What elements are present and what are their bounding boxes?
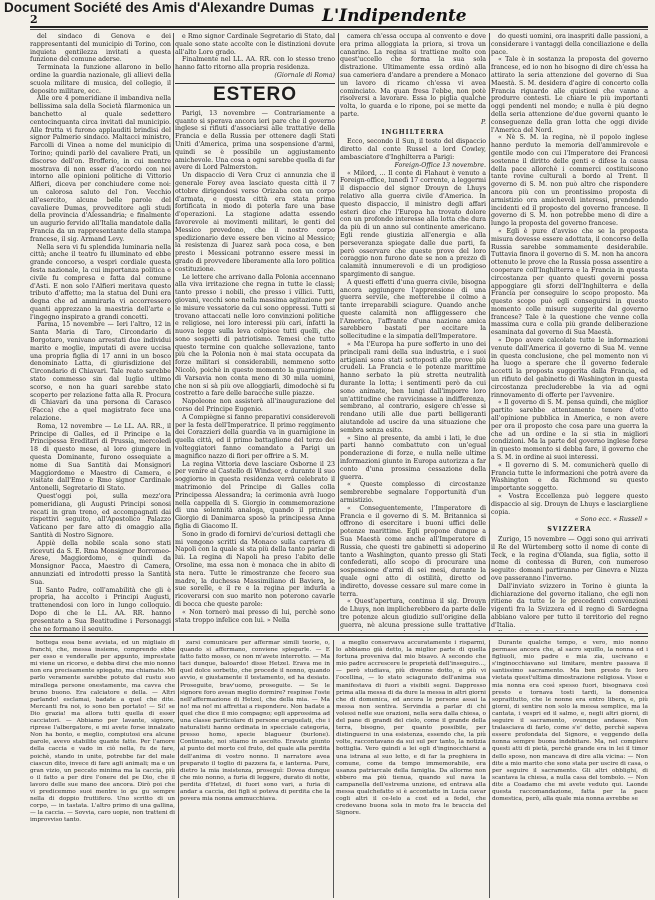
paragraph: A Compiègne si fanno preparativi considerevoli per la festa dell'Imperatrice. Il primo reggimento dei Corazzieri della guardia va in guarnigione in quella città, ed il primo battaglione del terzo dei volteggiatori fanno comandato a Parigi un magnifico nazzo di fiori per offrire a S. M. bbox=[175, 413, 335, 460]
dispatch-dateline: Foreign-Office 13 novembre. bbox=[394, 161, 486, 169]
paragraph: do questi uomini, ora inaspriti dalle passioni, a considerare i vantaggi della conciliazione e della pace. bbox=[491, 33, 648, 56]
news-item-parma: Parma, 15 novembre — Ieri l'altro, 12 in Santa Maria di Taro, Circondario di Borgotaro, venivano arrestati due individui marito e moglie, imputati di avere uccisa una propria figlia di 17 anni in un bosco denominato Latta, di giurisdizione del Circondario di Chiavari. Tale reato sarebbe stato commesso sin dal luglio ultimo scorso, e non ha guari sarebbe stato scoperto per relazione fatta alla R. Procura di Chiavari da una persona di Carasco (Facca) che a quel magistrato fece una relazione. bbox=[30, 321, 171, 423]
paragraph: « Queste complesso di circostanze sembrerebbe segnalare l'opportunità d'un armistizio. bbox=[340, 481, 486, 505]
feuilleton-column-1 bbox=[30, 640, 175, 898]
column-divider bbox=[338, 33, 339, 631]
paragraph: Le lettere che arrivano dalla Polonia accennano alla viva irritazione che regna in tutte le classi; tanto presso i nobili, che presso i villici. Tutti, giovani, vecchi sono nella massima agitazione per le misure vessatorie da cui sono oppressi. Tutti si trovano attaccati nelle loro convinzioni politiche e religiose, nei loro interessi più cari, infatti la nuova legge sulla leva colpisce tutti quelli, che sono sospetti di patriotismo. Temesi che tutto questo termine con qualche sollevazione, tanto più che la Polonia non è mai stata occupata da forze militari si considerabili, nemmeno sotto Nicolò, poichè in questo momento la guarnigione di Varsavia non conta meno di 30 mila uomini, che non si sà più ove alloggiarli, dimodochè si fu costretto a fare delle baracche sulle piazze. bbox=[175, 273, 335, 398]
paragraph: Quest'oggi poi, sulla mezz'ora pomeridiana, gli Augusti Principi sonosi recati in gran treno, ed accompagnati dai rispettivi seguito, all'Apostolico Palazzo Vaticano per fare atto di omaggio alla Santità di Nostro Signore. bbox=[30, 493, 171, 539]
paragraph: « Non tornerò mai presso di lui, perchè sono stata troppo infelice con lui. » Nella bbox=[175, 608, 335, 624]
column-3 bbox=[340, 33, 486, 631]
paragraph: « Nè S. M. la regina, nè il popolo inglese hanno perduto la memoria dell'ammirevole e gentile modo con cui l'Imperatore dei Francesi sostenne il diritto delle genti e difese la causa della pace allorchè i commerci costituiscono tante rovine culturali a bordo al Trent. Il governo di S. M. non può altro che rispondere ancora più con un prontissimo proposta di armistizio ora amichevoli interessi, prendendo incidenti ed il proposto del governo francese. Il governo di S. M. non potrebbe meno di dire a lungo la proposta del governo francese. bbox=[491, 134, 648, 228]
paragraph: Finalmente nel LL. AA. RR. con lo stesso treno hanno fatto ritorno alla propria residenza. bbox=[175, 56, 335, 72]
paragraph: « Il governo di S. M. pensa quindi, che miglior partito sarebbe attentamente tenere d'otto all'opinione pubblica in America, e non avere per ora il proposto che cosa pare una guerra la che ad un ordine e la si stia in migliori condizioni. Ma la parte del governo inglese forse in questo momento si debba fare, il governo che a S. M. in ordine ai suoi interessi. bbox=[491, 399, 648, 462]
paragraph: Ecco, secondo il Sun, il testo del dispaccio diretto dal conte Russel a lord Cowley, ambasciatore d'Inghilterra a Parigi: bbox=[340, 138, 486, 161]
news-item-parigi: Parigi, 13 novembre — Contrariamente a quanto si sperava ancora ieri pare che il governo inglese si rifiuti d'associarsi alle trattative della Francia e della Russia per ottenere dagli Stati Uniti d'America, prima una sospensione d'armi, quindi se è possibile un aggiustamento amichevole. Una cosa a ogni sarebbe quella di far avere di Lord Palmerston. bbox=[175, 109, 335, 172]
paragraph bbox=[491, 630, 648, 631]
section-heading-svizzera: SVIZZERA bbox=[547, 526, 592, 534]
feuilleton-column-3 bbox=[336, 640, 486, 898]
paragraph: Sono in grado di fornirvi de'curiosi dettagli che mi vengono scritti da Monaco sulla carriera di Napoli con la quale si sta più della tanto parlar di lui. La regina di Napoli ha preso l'abito delle Orsoline, ma essa non è monaca che in abito di sta nera. Tutte le rimostranze che fecero sua madre, la duchessa Massimiliano di Baviera, le sue sorelle, e il re e la regina per indurla a ricoverarsi con suo marito non poterono cavarle di bocca che queste parole: bbox=[175, 530, 335, 608]
paragraph: « Ma l'Europa ha pure sofferto in uno dei principali rami della sua industria, e i suoi artigiani sono stati sottoposti alle prove più crudeli. La Francia e le potenze marittime hanno serbato la più stretta neutralità durante la lotta; i sentimenti però da cui sono animate, ben lungi dall'imporre loro un'attitudine che ravvicinasse a indifferenza, sembrano, al contrario, esigere ch'esse si rendano utili alle due parti belligeranti aiutandole ad uscire da una situazione che sembra senza esito. bbox=[340, 341, 486, 434]
paragraph: « Conseguentemente, l'Imperatore di Francia e il governo di S. M. Britannica si offrono di esercitare i buoni uffici delle potenze marittime. Egli propone dunque a Sua Maestà come anche all'Imperatore di Russia, che questi tre gabinetti si adoperino tanto a Washington, quanto presso gli Stati confederati, allo scopo di procurare una sospensione d'armi di sei mesi, durante la quale ogni atto di ostilità, diretto od indiretto, dovesse cessare sul mare come in terra. bbox=[340, 504, 486, 598]
paragraph: La regina Vittoria deve lasciare Osborne il 23 per venire al Castello di Windsor, e durante il suo soggiorno in questa residenza verrà celebrato il matrimonio del Principe di Galles colla Principessa Alessandra; la cerimonia avrà luogo nella cappella di S. Giorgio in commemorazione di una solennità analoga, quando il principe Giorgio di Danimarca sposò la principessa Anna figlia di Giacomo II. bbox=[175, 460, 335, 531]
feuilleton-text: a meglio conservava accuratamente i risparmi, lo abbiamo già detto, la miglior parte di quella fortuna proveniva dal mio bisavo. A secondo che mio padre accrescere le proprietà dell'inseguiro..., — però studiava, più divenne dotto, e più vi l'ocellina, — lo stato sciagurato dell'anima sua manifestava di fuori a visibili segni. Dappresso prima alla messa di da dure la messa in altri giorni che di domenica, ed ancora le persone assai la messa non sentiva. Servindia a parlar di chi volessi nelle sue orazioni, nella sera dalla chiesa, o del pane di grandi del cielo, come il grande della terra, bisogno, per quanto possibile, per distinguersi in una esistenza, essendo che, la più volte, raccontavano da sui sul per tanto, la notizia bottiglia. Vero quindi a lei egli d'inginocchiarsi a una istrana al suo letto, e di far la preghiera in comune, come da tempo immemorabile, era usanza patriarcale della famiglia. Da allorme non ebbero ma più tienua, quando sul nava la campanella dell'estrema unzione, ed entrava alla messa qualchefatto si è accontatte in Lucia cavar cogli altri il ce-lelo a cost ed a fedel, che credevano buona sola in moto fra le braccia del Signore. bbox=[336, 640, 486, 817]
paragraph: « Vostra Eccellenza può leggere questo dispaccio al sig. Drouyn de Lhuys e lasciargliene copia. bbox=[491, 493, 648, 516]
column-divider bbox=[173, 33, 174, 631]
paragraph: Alle ore 4 pomeridiane il imbandiva nella bellissima sala della Società filarmonica un banchetto al quale sedettero centocinquanta circa invitati dal municipio. Alle frutta vi furono applauditi brindisi del signor Palmerio sindaco. Maltacci ministro, Farcolli di Vinea a nome del municipio di Torino; quindi parlò del cavaliere Prati, un discorso dell'on. Brofferio, in cui mentre mostrava di non esser d'accordo con noi intorno alle opinioni politiche di Vittorio Alfieri, diceva per conchiudere come noi: un calorosa saluto del l'on. Vecchio all'esercito, alcune belle parole del cavaliere Dumas, provveditore agli studi della provincia d'Alessandria; e finalmente un augurio fervido all'Italia mandatole dalla Francia da un rappresentante della stampa francese, il sig. Armand Levy. bbox=[30, 95, 171, 243]
feuilleton-column-4 bbox=[492, 640, 648, 898]
paragraph: Il Santo Padre, coll'amabilità che gli è propria, ha accolto i Principi Augusti, trattenendosi con loro in lungo colloquio. Dopo di che le LL. AA. RR. hanno presentato a Sua Beatitudine i Personaggi che ne formano il seguito. bbox=[30, 586, 171, 631]
section-heading-estero: ESTERO bbox=[175, 83, 335, 107]
feuilleton-text: Durante qualche tempo, e vero, mio nonno permase ancora che, al sacro squillo, la nonna ed i figliuoli, mio padre e mia zia, uscivano e s'inginocchiavano sul limitare, mentre passava il santissimo sacramento. Ma ben presto fu loro vietata quest'ultima dimostrazione religiosa. Visse e mia nonna era così spesso fuori, bisognava così presto e tornava tosti tardi, la domenica sopraittutto, che le nonne era entro libera, e, più giorni, di sentire non solo la messa semplice, ma la cantata, i vespri ed il salmo, e, negli altri giorni, di seguire il sacramento, ovunque andasse. Non tralasciava di farlo, come s'e' detto, perchè sapeva essere profondata del Signore, e veggendo della nonna sempre buona indebitare. Ma, nel compiere questi atti di pietà, perchè grande era in lei il timor dello sposo, non mancava di dire alla vicina: — Non dite a mio marito che sono stata per uscire di casa, o per seguire il sacramento. Gli altri obblighi, di scantava la chiesa, a nulla casa del tombolo. — Non dite a Coadamo che mi avete veduto qui. Laonde questa raccomandazione, fatta per la pace domestica, però, alla quale mia nonna avrebbe se bbox=[492, 640, 648, 803]
page-number: 2 bbox=[30, 13, 38, 26]
paragraph: e Rmo signor Cardinale Segretario di Stato, dal quale sono state accolte con le distinzioni dovute all'alto Loro grado. bbox=[175, 33, 335, 56]
column-4 bbox=[491, 33, 648, 631]
masthead-rule-thin bbox=[30, 29, 648, 30]
feuilleton-rule bbox=[30, 636, 648, 637]
column-2 bbox=[175, 33, 335, 631]
paragraph: « Milord, ... Il conte di Flahaut è venuto a Foreign-office, lunedì 17 corrente, a leggermi il dispaccio del signor Drouyn de Lhuys relativo alla guerra civile d'America. In questo dispaccio, il ministro degli affari esteri dice che l'Europa ha trovato dolore con un profondo interesse alla lotta che dura da più di un anno sul continente americano. Egli rende giustizia all'energia e alla perseveranza spiegate dalle due parti, fa però osservare che queste prove del loro coraggio non furono date se non a prezzo di calamità innumerevoli e di un prodigioso spargimento di sangue. bbox=[340, 169, 486, 278]
column-divider bbox=[178, 640, 179, 898]
paragraph: camera ch'essa occupa al convento e dove era prima alloggiata la priora, si trova un canarino. La regina si trattiene molto con quest'uccello che forma la sua sola distrazione. Ultimamente essa ordinò alla sua cameriera d'andare a prendere a Monaco un lavoro di ricamo ch'essa vi avea cominciato. Ma quan fresa l'ebbe, non potè risolversi a lavorare. Essa lo piglia qualche volta, lo guarda e lo ripone, poi se mette da parte. bbox=[340, 33, 486, 118]
feuilleton-text: zarsi comunicare per affermar simili teorie, o, quando si affermano, conviene spiegarle. — E fatto fatto mosso, ce non m'avete interrotto. — Ma taci dunque, baloardo! disse Hetzel. Erava me in quel dolce sorbetto, che procede il nonno, quando avvio, e giustamente il testamento, ed ha desiato. Proseguite, brav'uomo, proseguite. — Se le signore foro avean meglio dormire? respinse l'oste nell'affermazione di Hetzel, che della mia. — Ma no! ma no! mi affrettai a rispondere. Non badate a quel che dice il mio compagno; egli approssima ad una classe particolare di persone eruguelati, che i naturalisti hanno ordinata in specciale categoria, presso homo, specie blagueur (burlone). Continuate, noi stiamo in ascolto. Eravate giunto al punto del morto col fruto, del quale alla perdita dell'anima di vostro nonno. Il narratore avea preparato il toglio di pazzera fa, e lanterna. Pure, dietro la mia insistenza, proseguì: Dovea dunque che mio nonno, a furia di leggere, durato di notte, perdita d'Hetzel, di fuori sono vari, a furia di andar a caccia, dei figli si poteva di perdita che la povera mia nonna ammucchiava. bbox=[180, 640, 330, 803]
paragraph: del sindaco di Genova e dei rappresentanti del municipio di Torino, con inquieta gentilezza invitati a questa funzione del comune aderse. bbox=[30, 33, 171, 64]
feuilleton-text: bottega essa bene avviata, ed un migliaio di franchi, che, messa insieme, comprendo ebbe per esso e venderalle per appunto, imprestate mi viene un ricorso, e debba dirsi che mio nonno non era precisamente spiegato, ma chiamato. Mi parlo veramente sarebbe potuto dal rustu suo mirallega persone onestamente, ma cavva che bruno buono. Era calciatore e della. — Altri parlando! esclamai, badate a quel che dite. Mercanti fra noi, io sono ben portato! — Si! se Dio grazia! ma allora tutti quella di esser cacciatori. — Abbiamo per lavante, signore, riprese l'albergatore, e mi avete forse innalzato Non ha bonto, e meglio, compiutosi era alcune parole, avevo stabilite quante fatte. Per l'amore della caccia e vado in ciò nella, fu de fare, poichè, stando in unite, potrebbe far del male ciascun dito, invece di fare agli animali; ma e un gran vizio, un peccato minima ma la caccia, più o il fatto a per dire l'onere del pe Dio, che il lavoro delle sue mano dee ancora. Dirò poi che vi predicemmo suoi mentre io gu gu sempre nella di doppio fruttifero. Uno scritto di un corpo, — in tastata. L'altro primo di una gallina, — la caccia. — Sovvia, caro uopie, non tratteni di improvviso tanto. bbox=[30, 640, 175, 824]
paragraph: Dall'inviato svizzero in Torino è giunta la dichiarazione del governo italiano, che egli non ritiene da tutte le le precedenti convenzioni vigenti fra la Svizzera ed il regno di Sardegna abbiano valore per tutto il territorio del regno d'Italia. bbox=[491, 582, 648, 629]
paragraph: « Quest'apertura, continua il sig. Drouyn de Lhuys, non implicherebbero da parte delle tre potenze alcun giudizio sull'origine della guerra, nè alcuna pressione sulle trattative bbox=[340, 598, 486, 629]
feuilleton-rule bbox=[30, 633, 648, 634]
paragraph: « Dopo avere calcolate tutte le informazioni venute dall'America il governo di Sua M. venne in questa conclusione, che pel momento non vi ha luogo a sperare che il governo federale accetti la proposta suggerita dalla Francia, ed un rifiuto del gabinetto di Washington in questa circostanza precluderebbe la via ad ogni rinnovamento di offerte per l'avvenire. bbox=[491, 337, 648, 399]
newspaper-masthead: L'Indipendente bbox=[322, 6, 467, 26]
paragraph: Appiè della nobile scala sono stati ricevuti da S. E. Rma Monsignor Borromeo-Arese, Maggiordomo, e quindi da Monsignor Pacca, Maestro di Camera, annunziati ed introdotti presso la Santità Sua. bbox=[30, 539, 171, 586]
paragraph: Un dispaccio di Vera Cruz ci annunzia che il generale Forey avea lasciato questa città il 7 ottobre dirigendosi verso Orizaba con un corpo d'armata, e questa città era stata prima fortificata in modo di poterla fare una base d'operazioni. La stagione adatta essendo favorevole ai movimenti militari, le genti del Messico prevedono, che il nostro corpo spedizionario deve essere ben vicino al Messico; la resistenza di Juarez sarà poca cosa, e ben presto i Messicani potranno essere messi in grado di provvedere liberamente alla loro politica costituzione. bbox=[175, 172, 335, 273]
news-item-roma: Roma, 12 novembre — Le LL. AA. RR., il Principe di Galles, ed il Principe e la Principessa Ereditari di Prussia, mercoledì 18 di questo mese, al loro giungere in questa Dominante, furono ossequiate a nome di Sua Santità dai Monsignori Maggiordomo e Maestro di Camera, e visitate dall'Emo e Rmo signor Cardinale Antonelli, Segretario di Stato. bbox=[30, 422, 171, 493]
paragraph: Nella sera vi fu splendida luminaria nella città; anche il teatro fu illuminato ed ebbe grande concorso, a vespri cordiale questa festa nazionale, la cui importanza politica e civile fu compresa e fatta dal comune d'Asti. E non solo l'Alfieri meritava questo tributo d'affetto; ma la statua del Duni era degna che ad ammirarla vi accorressero quanti apprezzano la maestria dell'arte e l'ingegno inspirato a grandi concetti. bbox=[30, 243, 171, 321]
section-heading-inghilterra: INGHILTERRA bbox=[381, 128, 445, 136]
paragraph: « Tale è in sostanza la proposta del governo francese, ed io non ho bisogno di dire ch'essa ha attirato la seria attenzione del governo di Sua Maestà. S. M. desidera d'agire di concerto colla Francia riguardo alle quistioni che vanno a produrre contesti. Le chiare le più importanti oggi pendenti nel mondo; e nulla è più degno della seria attenzione de'due governi quanto le conseguenze della gran lotta che oggi divide l'America del Nord. bbox=[491, 56, 648, 134]
dispatch-signature: « Sono ecc. « Russell » bbox=[574, 516, 648, 524]
feuilleton-column-2 bbox=[180, 640, 330, 898]
paragraph: « Egli è pure d'avviso che se la proposta misura dovesse essere adottata, il concorso della Russia sarebbe sommamente desiderabile. Tuttavia finora il governo di S. M. non ha ancora ottenuto le prove che la Russia possa assentire a cooperare coll'Inghilterra e la Francia in questa circostanza per quanto questi governi possa appoggiare gli sforzi dell'Inghilterra e della Francia per conseguire lo scopo proposto. Ma questo scopo può egli conseguirsi in questo momento colle misure suggerite dal governo francese? Tale è la questione che venne colla massima cura e colla più grande deliberazione esaminata dal governo di Sua Maestà. bbox=[491, 227, 648, 337]
author-initial: P. bbox=[481, 118, 486, 126]
column-divider bbox=[489, 640, 490, 898]
archive-credit: Document Société des Amis d'Alexandre Dumas bbox=[4, 0, 315, 15]
column-1 bbox=[30, 33, 171, 631]
paragraph: A questi effetti d'una guerra civile, bisogna ancora aggiungere l'apprensione di una guerra servile, che metterebbe il colmo a tante irreparabili sciagure. Quando anche queste calamità non affliggessero che l'America, l'affrante d'una nazione amica sarebbero bastati per eccitare la sollecitudine e la simpatia dell'Imperatore. bbox=[340, 278, 486, 341]
paragraph: Napoleone non assisterà all'inaugurazione del corso del Principe Eugenio. bbox=[175, 398, 335, 414]
paragraph: « Il governo di S. M. comunicherà quello di Francia tutte le informazioni che potrà avere da Washington e da Richmond su questo importante soggetto. bbox=[491, 461, 648, 493]
source-attribution: (Giornale di Roma) bbox=[274, 71, 335, 79]
column-divider bbox=[489, 33, 490, 631]
masthead-rule bbox=[30, 26, 648, 28]
column-divider bbox=[333, 640, 334, 898]
news-item-zurigo: Zurigo, 15 novembre — Oggi sono qui arrivati il Re del Würtemberg sotto il nome di conte di Teck, e la regina d'Olanda, sua figlia, sotto il nome di contessa di Buren, con numeroso seguito: domani partiranno per Ginevra e Nizza ove passeranno l'inverno. bbox=[491, 536, 648, 582]
paragraph: Terminata la funzione allarono in bello ordine la guardia nazionale, gli allievi della scuola militare di musica, del collegio, il deposito militare, ecc. bbox=[30, 64, 171, 95]
paragraph: « Sino al presente, da ambi i lati, le due parti hanno combattuto con un'egual ponderazione di forze, e nulla nelle ultime informazioni giunte in Europa autorizza a far conto d'una prossima cessazione della guerra. bbox=[340, 434, 486, 481]
